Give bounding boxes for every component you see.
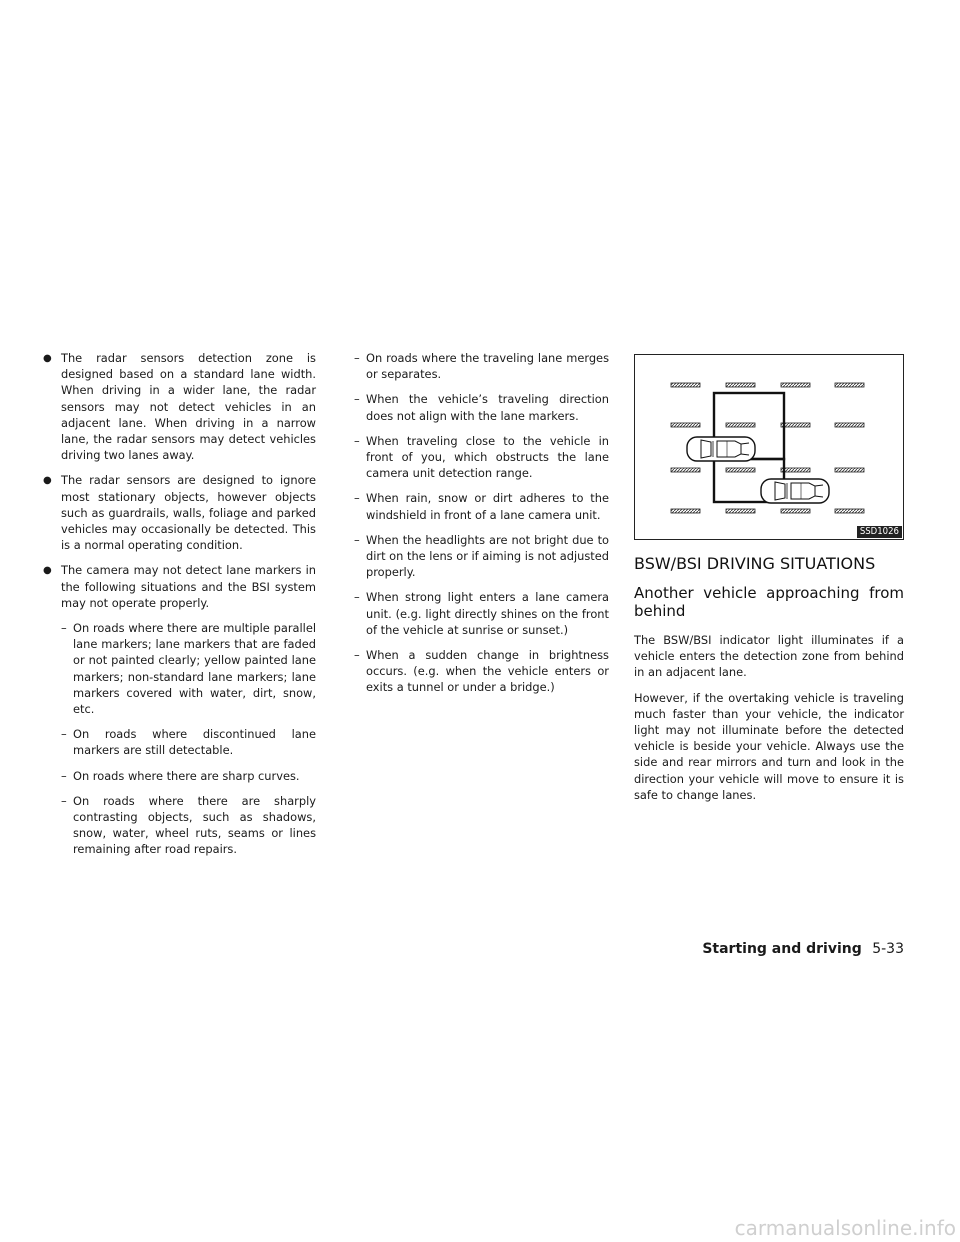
- body-paragraph: The BSW/BSI indicator light illuminates if a vehicle enters the detection zone from behind in an adjacent lane.: [634, 633, 904, 680]
- watermark-text: carmanualsonline.info: [734, 1216, 956, 1240]
- dash-item: [43, 768, 316, 784]
- subsection-heading: Another vehicle approaching from behind: [634, 584, 904, 620]
- bullet-icon: ●: [43, 475, 52, 487]
- figure-code-label: SSD1026: [857, 526, 902, 538]
- dash-icon: –: [354, 433, 360, 448]
- dash-icon: –: [354, 392, 360, 407]
- bullet-text: The radar sensors are designed to ignore most stationary objects, however objects such as guardrails, walls, foliage and parked vehicles may occasionally be detected. This is a normal operating condition.: [61, 473, 316, 553]
- dash-item: [354, 589, 609, 638]
- dash-text: When the headlights are not bright due to dirt on the lens or if aiming is not adjusted properly.: [366, 532, 610, 580]
- column-1: [43, 350, 316, 867]
- dash-icon: –: [354, 648, 360, 663]
- dash-text: When rain, snow or dirt adheres to the windshield in front of a lane camera unit.: [366, 491, 609, 522]
- bullet-item: [43, 350, 316, 463]
- dash-item: [354, 532, 609, 581]
- dash-text: On roads where there are sharp curves.: [73, 768, 300, 783]
- column-2: [354, 350, 609, 705]
- column-3: [634, 354, 904, 812]
- own-vehicle-icon: [687, 437, 755, 461]
- lane-markers-row-4: [671, 509, 864, 513]
- dash-text: When the vehicle’s traveling direction does not align with the lane markers.: [366, 392, 609, 423]
- dash-text: When traveling close to the vehicle in front of you, which obstructs the lane camera unit detection range.: [366, 433, 609, 481]
- dash-icon: –: [354, 532, 360, 547]
- bullet-icon: ●: [43, 565, 52, 577]
- approaching-vehicle-icon: [761, 479, 829, 503]
- dash-item: [43, 726, 316, 758]
- bullet-icon: ●: [43, 353, 52, 364]
- dash-item: [354, 433, 609, 482]
- dash-text: On roads where the traveling lane merges or separates.: [366, 351, 609, 382]
- dash-text: On roads where there are multiple parallel lane markers; lane markers that are faded or not painted clearly; yellow painted lane markers; non-standard lane markers; lane markers covered with water, dirt, snow, etc.: [73, 621, 316, 717]
- dash-item: [354, 391, 609, 423]
- lane-markers-row-3: [671, 468, 864, 472]
- dash-icon: –: [61, 621, 67, 636]
- dash-icon: –: [354, 590, 360, 605]
- dash-text: When a sudden change in brightness occurs. (e.g. when the vehicle enters or exits a tunnel or under a bridge.): [366, 648, 609, 695]
- dash-item: [354, 490, 609, 522]
- bullet-text: The camera may not detect lane markers in the following situations and the BSI system may not operate properly.: [61, 563, 316, 610]
- dash-icon: –: [61, 727, 67, 742]
- dash-icon: –: [61, 793, 67, 808]
- lane-diagram-figure: [634, 354, 904, 540]
- dash-item: [43, 620, 316, 717]
- dash-item: [43, 793, 316, 858]
- dash-text: When strong light enters a lane camera unit. (e.g. light directly shines on the front of the vehicle at sunrise or sunset.): [366, 590, 609, 637]
- lane-markers-row-2: [671, 423, 864, 427]
- page-number: 5-33: [872, 941, 904, 957]
- lane-markers-row-1: [671, 383, 864, 387]
- dash-icon: –: [61, 768, 67, 783]
- bullet-item: [43, 562, 316, 611]
- dash-icon: –: [354, 351, 360, 365]
- dash-icon: –: [354, 491, 360, 506]
- bullet-item: [43, 472, 316, 553]
- dash-text: On roads where discontinued lane markers are still detectable.: [73, 727, 316, 758]
- dash-text: On roads where there are sharply contrasting objects, such as shadows, snow, water, wheel ruts, seams or lines remaining after road repairs.: [73, 793, 316, 857]
- lane-diagram-illustration: [635, 355, 903, 539]
- footer-section-title: Starting and driving: [702, 941, 862, 957]
- dash-item: [354, 350, 609, 382]
- page-footer: [702, 940, 904, 958]
- section-heading: BSW/BSI DRIVING SITUATIONS: [634, 554, 876, 573]
- bullet-text: The radar sensors detection zone is designed based on a standard lane width. When driving in a wider lane, the radar sensors may not detect vehicles in an adjacent lane. When driving in a narrow lane, the radar sensors may detect vehicles driving two lanes away.: [61, 351, 316, 463]
- dash-item: [354, 647, 609, 696]
- body-paragraph: However, if the overtaking vehicle is traveling much faster than your vehicle, the indicator light may not illuminate before the detected vehicle is beside your vehicle. Always use the side and rear mirrors and turn and look in the direction your vehicle will move to ensure it is safe to change lanes.: [634, 690, 904, 802]
